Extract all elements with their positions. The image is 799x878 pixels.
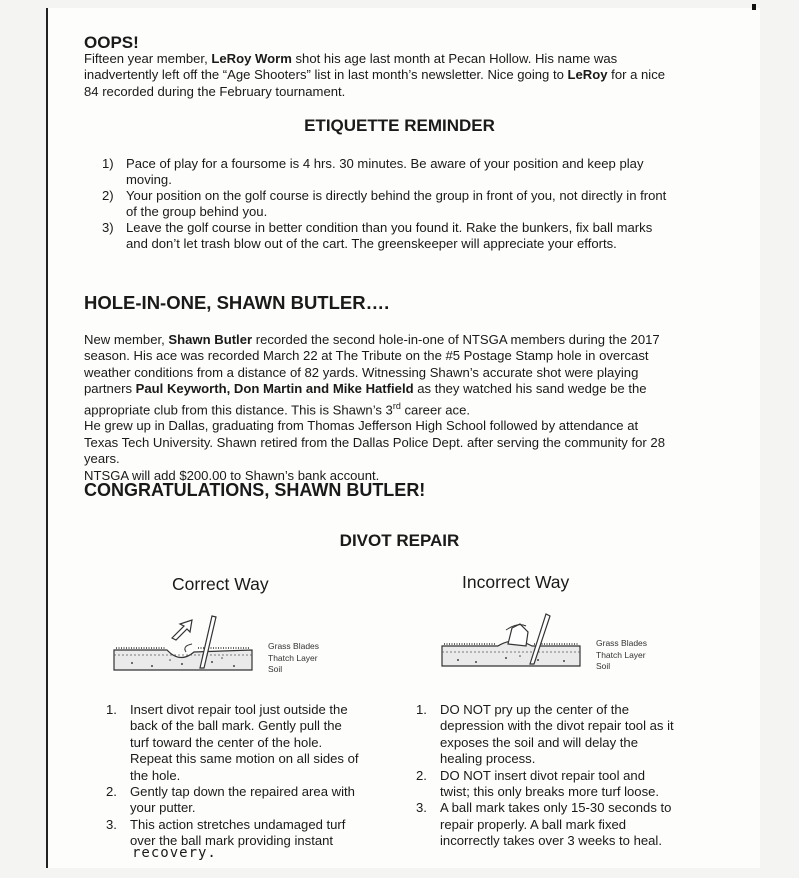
incorrect-step-line: DO NOT insert divot repair tool and [440,767,645,783]
incorrect-step-line: repair properly. A ball mark fixed [440,816,627,832]
incorrect-divot-diagram [440,606,588,678]
correct-step-line: turf toward the center of the hole. [130,734,323,750]
correct-step-item-2 [106,784,400,817]
incorrect-layer-label-3: Soil [596,661,611,671]
divot-repair-heading: DIVOT REPAIR [339,531,460,550]
incorrect-step-line: DO NOT pry up the center of the [440,702,629,717]
member-name-short: LeRoy [567,67,608,83]
correct-step-number: 2. [106,784,117,800]
etiquette-number: 3) [102,219,114,235]
etiquette-item-1 [102,156,726,189]
etiquette-list [102,156,726,252]
correct-step-line: back of the ball mark. Gently pull the [130,718,342,734]
etiquette-number: 2) [102,187,114,203]
incorrect-step-item-2 [416,767,730,801]
page-corner-mark [752,4,756,10]
hole-in-one-story: New member, Shawn Butler recorded the second hole-in-one of NTSGA members during the 2017 season. His ace was recorded March 22 at The Tribute on the #5 Postage Stamp hole in overcast weather conditions from a distance of 82 yards. Witnessing Shawn’s accurate shot were playing partners Paul Keyworth, Don Martin and Mike Hatfield as they watched his sand wedge be the appropriate club from this distance. This is Shawn’s 3rd career ace. He grew up in Dallas, graduating from Thomas Jefferson High School followed by attendance at Texas Tech University. Shawn retired from the Dallas Police Dept. after serving the community for 28 years. NTSGA will add $200.00 to Shawn’s bank account. [84,332,665,483]
etiquette-item-2 [102,187,726,221]
incorrect-step-item-3 [416,800,730,849]
correct-step-line: Repeat this same motion on all sides of [130,751,359,767]
incorrect-step-line: exposes the soil and will delay the [440,734,638,750]
incorrect-step-item-1 [416,702,730,768]
correct-way-heading: Correct Way [172,574,269,594]
correct-step-line: This action stretches undamaged turf [130,816,346,832]
oops-paragraph: Fifteen year member, LeRoy Worm shot his age last month at Pecan Hollow. His name was inadvertently left off the “Age Shooters” list in last month’s newsletter. Nice going to LeRoy for a nice 84 recorded during the February tournament. [84,51,666,99]
etiquette-line: Leave the golf course in better condition than you found it. Rake the bunkers, fix ball marks [126,219,653,235]
correct-step-item-1 [106,702,400,784]
oops-heading: OOPS! [84,33,139,52]
hole-in-one-heading: HOLE-IN-ONE, SHAWN BUTLER…. [84,292,390,313]
incorrect-layer-labels [596,638,647,673]
incorrect-step-number: 1. [416,702,427,717]
etiquette-line: moving. [126,172,172,188]
etiquette-line: Your position on the golf course is directly behind the group in front of you, not directly in front [126,187,667,203]
incorrect-step-line: healing process. [440,751,536,767]
incorrect-step-line: incorrectly takes over 3 weeks to heal. [440,833,662,849]
etiquette-line: and don’t let trash blow out of the cart. The greenskeeper will appreciate your efforts. [126,236,617,252]
correct-step-line: the hole. [130,767,181,783]
correct-step-line: Insert divot repair tool just outside the [130,702,348,717]
congratulations-heading: CONGRATULATIONS, SHAWN BUTLER! [84,480,426,500]
correct-layer-label-3: Soil [268,664,283,674]
correct-step-line: over the ball mark providing instant [130,833,334,849]
incorrect-step-line: twist; this only breaks more turf loose. [440,784,660,800]
correct-steps-list [106,702,400,850]
correct-layer-label-1: Grass Blades [268,641,320,651]
etiquette-number: 1) [102,156,114,171]
correct-step-number: 3. [106,816,117,832]
incorrect-way-heading: Incorrect Way [462,572,570,592]
correct-layer-label-2: Thatch Layer [268,652,318,663]
handwritten-recovery: recovery. [132,845,217,861]
correct-step-number: 1. [106,702,117,717]
etiquette-line: of the group behind you. [126,204,268,220]
incorrect-layer-label-1: Grass Blades [596,638,648,648]
correct-step-line: your putter. [130,800,196,816]
incorrect-step-line: depression with the divot repair tool as it [440,718,674,734]
incorrect-layer-label-2: Thatch Layer [596,649,646,660]
incorrect-step-number: 3. [416,800,427,816]
etiquette-item-3 [102,219,726,253]
incorrect-steps-list [416,702,730,850]
incorrect-step-line: A ball mark takes only 15-30 seconds to [440,800,672,816]
etiquette-line: Pace of play for a foursome is 4 hrs. 30 minutes. Be aware of your position and keep play [126,156,644,171]
correct-step-line: Gently tap down the repaired area with [130,784,355,800]
correct-layer-labels [268,641,319,676]
member-name: LeRoy Worm [211,51,292,66]
incorrect-step-number: 2. [416,767,427,783]
etiquette-heading: ETIQUETTE REMINDER [304,116,495,135]
correct-divot-diagram [112,608,262,680]
